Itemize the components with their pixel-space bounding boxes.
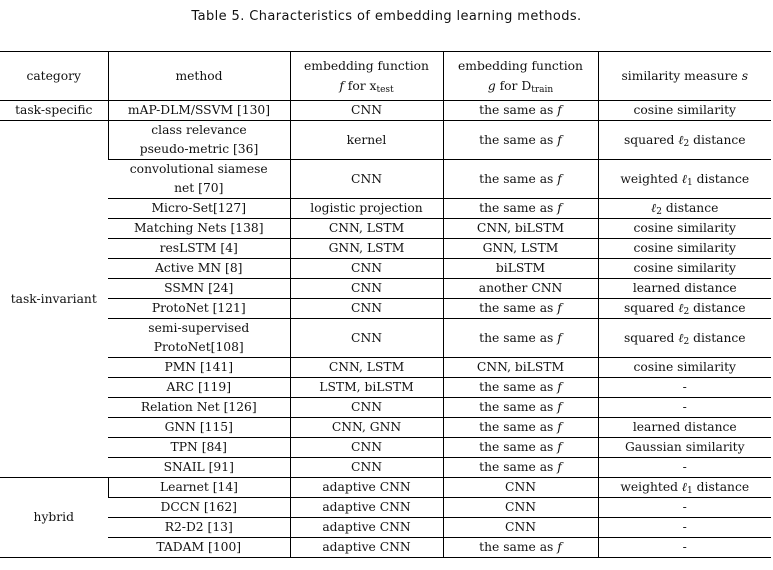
table-row: [0, 458, 771, 478]
table-row: [0, 160, 771, 199]
cell-f: CNN: [290, 299, 443, 319]
cell-g: CNN, biLSTM: [443, 219, 598, 239]
category-task-invariant: task-invariant: [0, 121, 108, 478]
cell-f: CNN: [290, 319, 443, 358]
cell-f: adaptive CNN: [290, 478, 443, 498]
cell-g: the same as f: [443, 418, 598, 438]
table-row: [0, 358, 771, 378]
table-row: [0, 299, 771, 319]
cell-similarity: cosine similarity: [598, 358, 771, 378]
header-g-symbol: g: [487, 79, 496, 93]
table-row: [0, 259, 771, 279]
cell-method: resLSTM [4]: [108, 239, 290, 259]
table-row: [0, 478, 771, 498]
cell-f: adaptive CNN: [290, 498, 443, 518]
table-row: [0, 239, 771, 259]
cell-f: GNN, LSTM: [290, 239, 443, 259]
cell-method-line1: semi-supervised: [148, 321, 250, 335]
cell-method: DCCN [162]: [108, 498, 290, 518]
cell-method: Learnet [14]: [108, 478, 290, 498]
cell-similarity: -: [598, 398, 771, 418]
cell-similarity: squared ℓ$_2$ distance: [598, 299, 771, 319]
header-g-line1: embedding function: [458, 59, 583, 73]
cell-method: SNAIL [91]: [108, 458, 290, 478]
header-f: [290, 52, 443, 101]
cell-g: the same as f: [443, 299, 598, 319]
table-row: [0, 418, 771, 438]
cell-f: CNN: [290, 160, 443, 199]
cell-g: CNN: [443, 498, 598, 518]
cell-method: TPN [84]: [108, 438, 290, 458]
cell-similarity: -: [598, 498, 771, 518]
cell-similarity: -: [598, 458, 771, 478]
cell-g: the same as f: [443, 199, 598, 219]
cell-method: Relation Net [126]: [108, 398, 290, 418]
cell-method: [108, 160, 290, 199]
cell-method: GNN [115]: [108, 418, 290, 438]
cell-g: the same as f: [443, 121, 598, 160]
table-row: [0, 398, 771, 418]
cell-g: the same as f: [443, 438, 598, 458]
cell-similarity: squared ℓ$_2$ distance: [598, 121, 771, 160]
cell-method: PMN [141]: [108, 358, 290, 378]
cell-f: CNN: [290, 101, 443, 121]
cell-f: CNN: [290, 259, 443, 279]
cell-f: CNN: [290, 398, 443, 418]
cell-g: the same as f: [443, 101, 598, 121]
header-g-sub: train: [531, 85, 554, 95]
cell-f: kernel: [290, 121, 443, 160]
header-f-symbol: f: [339, 79, 344, 93]
cell-similarity: cosine similarity: [598, 259, 771, 279]
embedding-methods-table: [0, 51, 771, 558]
table-row: [0, 438, 771, 458]
cell-similarity: -: [598, 378, 771, 398]
cell-similarity: cosine similarity: [598, 219, 771, 239]
cell-method: ProtoNet [121]: [108, 299, 290, 319]
cell-g: the same as f: [443, 319, 598, 358]
cell-g: the same as f: [443, 160, 598, 199]
cell-f: adaptive CNN: [290, 538, 443, 558]
cell-f: LSTM, biLSTM: [290, 378, 443, 398]
table-row: [0, 199, 771, 219]
cell-method: [108, 319, 290, 358]
cell-method: Micro-Set[127]: [108, 199, 290, 219]
cell-similarity: learned distance: [598, 279, 771, 299]
category-task-specific: task-specific: [0, 101, 108, 121]
cell-method: Matching Nets [138]: [108, 219, 290, 239]
header-similarity: similarity measure s: [598, 52, 771, 101]
cell-method: R2-D2 [13]: [108, 518, 290, 538]
table-row: [0, 518, 771, 538]
cell-g: CNN: [443, 478, 598, 498]
cell-method: TADAM [100]: [108, 538, 290, 558]
table-row: [0, 101, 771, 121]
header-method: method: [108, 52, 290, 101]
cell-g: the same as f: [443, 378, 598, 398]
cell-f: adaptive CNN: [290, 518, 443, 538]
header-g: [443, 52, 598, 101]
cell-method-line2: net [70]: [174, 181, 224, 195]
table-row: [0, 498, 771, 518]
cell-g: CNN, biLSTM: [443, 358, 598, 378]
header-f-line1: embedding function: [304, 59, 429, 73]
cell-similarity: cosine similarity: [598, 101, 771, 121]
header-category: category: [0, 52, 108, 101]
table-row: [0, 538, 771, 558]
table-caption: Table 5. Characteristics of embedding learning methods.: [191, 9, 582, 24]
table-row: [0, 121, 771, 160]
table-row: [0, 378, 771, 398]
cell-method: mAP-DLM/SSVM [130]: [108, 101, 290, 121]
header-g-for: for D: [495, 79, 532, 93]
cell-f: CNN: [290, 458, 443, 478]
cell-g: biLSTM: [443, 259, 598, 279]
table-row: [0, 319, 771, 358]
cell-similarity: squared ℓ$_2$ distance: [598, 319, 771, 358]
cell-g: the same as f: [443, 458, 598, 478]
cell-method-line1: class relevance: [151, 123, 247, 137]
cell-f: logistic projection: [290, 199, 443, 219]
cell-similarity: cosine similarity: [598, 239, 771, 259]
cell-similarity: weighted ℓ$_1$ distance: [598, 478, 771, 498]
cell-method: SSMN [24]: [108, 279, 290, 299]
cell-similarity: weighted ℓ$_1$ distance: [598, 160, 771, 199]
cell-method: Active MN [8]: [108, 259, 290, 279]
cell-g: the same as f: [443, 398, 598, 418]
table-row: [0, 279, 771, 299]
cell-g: GNN, LSTM: [443, 239, 598, 259]
cell-similarity: -: [598, 518, 771, 538]
cell-method: ARC [119]: [108, 378, 290, 398]
cell-method-line1: convolutional siamese: [129, 162, 268, 176]
cell-f: CNN, LSTM: [290, 219, 443, 239]
header-f-for: for x: [343, 79, 377, 93]
cell-method-line2: pseudo-metric [36]: [139, 142, 259, 156]
cell-g: CNN: [443, 518, 598, 538]
cell-g: the same as f: [443, 538, 598, 558]
cell-method-line2: ProtoNet[108]: [153, 340, 244, 354]
table-row: [0, 219, 771, 239]
cell-f: CNN: [290, 438, 443, 458]
cell-method: [108, 121, 290, 160]
cell-f: CNN, GNN: [290, 418, 443, 438]
category-hybrid: hybrid: [0, 478, 108, 558]
cell-similarity: ℓ$_2$ distance: [598, 199, 771, 219]
cell-similarity: -: [598, 538, 771, 558]
cell-f: CNN: [290, 279, 443, 299]
header-f-sub: test: [376, 85, 394, 95]
cell-similarity: Gaussian similarity: [598, 438, 771, 458]
cell-similarity: learned distance: [598, 418, 771, 438]
table-header-row: [0, 52, 771, 101]
cell-g: another CNN: [443, 279, 598, 299]
cell-f: CNN, LSTM: [290, 358, 443, 378]
